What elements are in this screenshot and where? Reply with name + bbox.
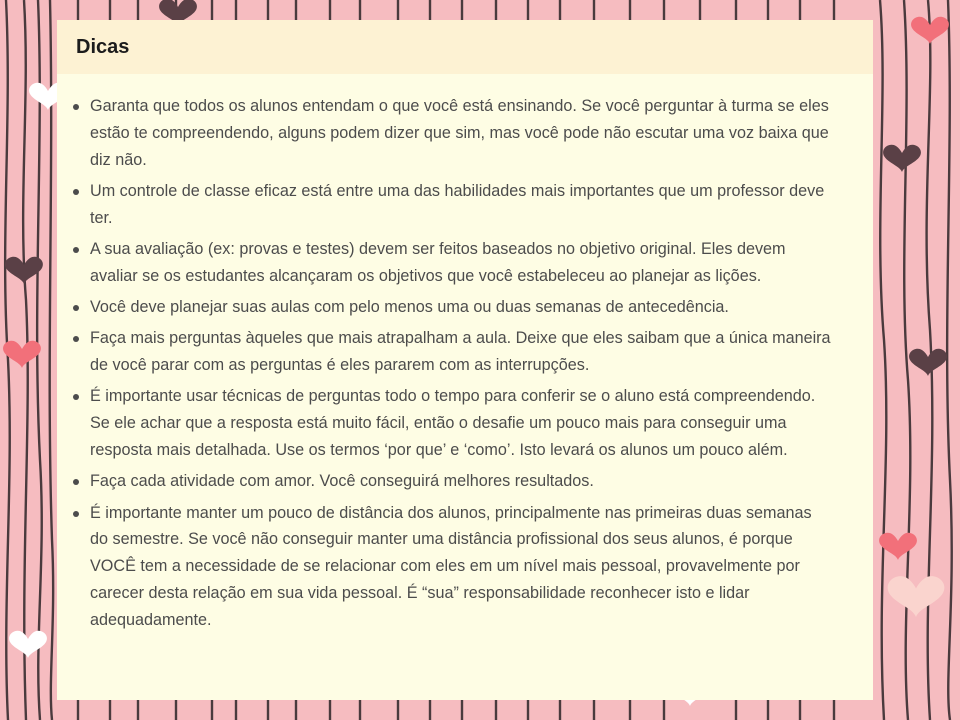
tip-text: Faça mais perguntas àqueles que mais atrapalham a aula. Deixe que eles saibam que a única maneira de você parar com as perguntas é eles pararem com as interrupções. (90, 329, 831, 375)
heart-icon (9, 631, 47, 658)
list-item (57, 325, 873, 379)
bullet-icon (73, 104, 79, 110)
list-item (57, 236, 873, 290)
tips-panel (57, 20, 873, 700)
bullet-icon (73, 305, 79, 311)
heart-icon (909, 349, 947, 376)
list-item (57, 93, 873, 173)
list-item (57, 468, 873, 495)
bullet-icon (73, 511, 79, 517)
panel-header (57, 20, 873, 74)
tips-list (57, 93, 873, 638)
bullet-icon (73, 479, 79, 485)
tip-text: É importante manter um pouco de distância dos alunos, principalmente nas primeiras duas semanas do semestre. Se você não conseguir manter uma distância profissional dos seus alunos, é porque VOCÊ tem a necessidade de se relacionar com eles em um nível mais pessoal, provavelmente por carecer desta relação em sua vida pessoal. É “sua” responsabilidade reconhecer isto e lidar adequadamente. (90, 503, 812, 629)
list-item (57, 383, 873, 463)
tip-text: É importante usar técnicas de perguntas todo o tempo para conferir se o aluno está compreendendo. Se ele achar que a resposta está muito fácil, então o desafie um pouco mais para conseguir uma resposta mais detalhada. Use os termos ‘por que’ e ‘como’. Isto levará os alunos um pouco além. (90, 387, 816, 460)
tip-text: A sua avaliação (ex: provas e testes) devem ser feitos baseados no objetivo original. Eles devem avaliar se os estudantes alcançaram os objetivos que você estabeleceu ao planejar as lições. (90, 239, 786, 285)
heart-icon (883, 145, 921, 172)
bullet-icon (73, 336, 79, 342)
heart-icon (879, 533, 917, 560)
list-item (57, 178, 873, 232)
tip-text: Garanta que todos os alunos entendam o que você está ensinando. Se você perguntar à turma se eles estão te compreendendo, alguns podem dizer que sim, mas você pode não escutar uma voz baixa que diz não. (90, 97, 829, 169)
bullet-icon (73, 189, 79, 195)
heart-icon (888, 576, 945, 617)
bullet-icon (73, 247, 79, 253)
bullet-icon (73, 394, 79, 400)
panel-title: Dicas (76, 35, 130, 58)
list-item (57, 294, 873, 321)
list-item (57, 500, 873, 634)
tip-text: Faça cada atividade com amor. Você conseguirá melhores resultados. (90, 472, 594, 491)
tip-text: Um controle de classe eficaz está entre uma das habilidades mais importantes que um professor deve ter. (90, 181, 825, 227)
tip-text: Você deve planejar suas aulas com pelo menos uma ou duas semanas de antecedência. (90, 298, 729, 317)
